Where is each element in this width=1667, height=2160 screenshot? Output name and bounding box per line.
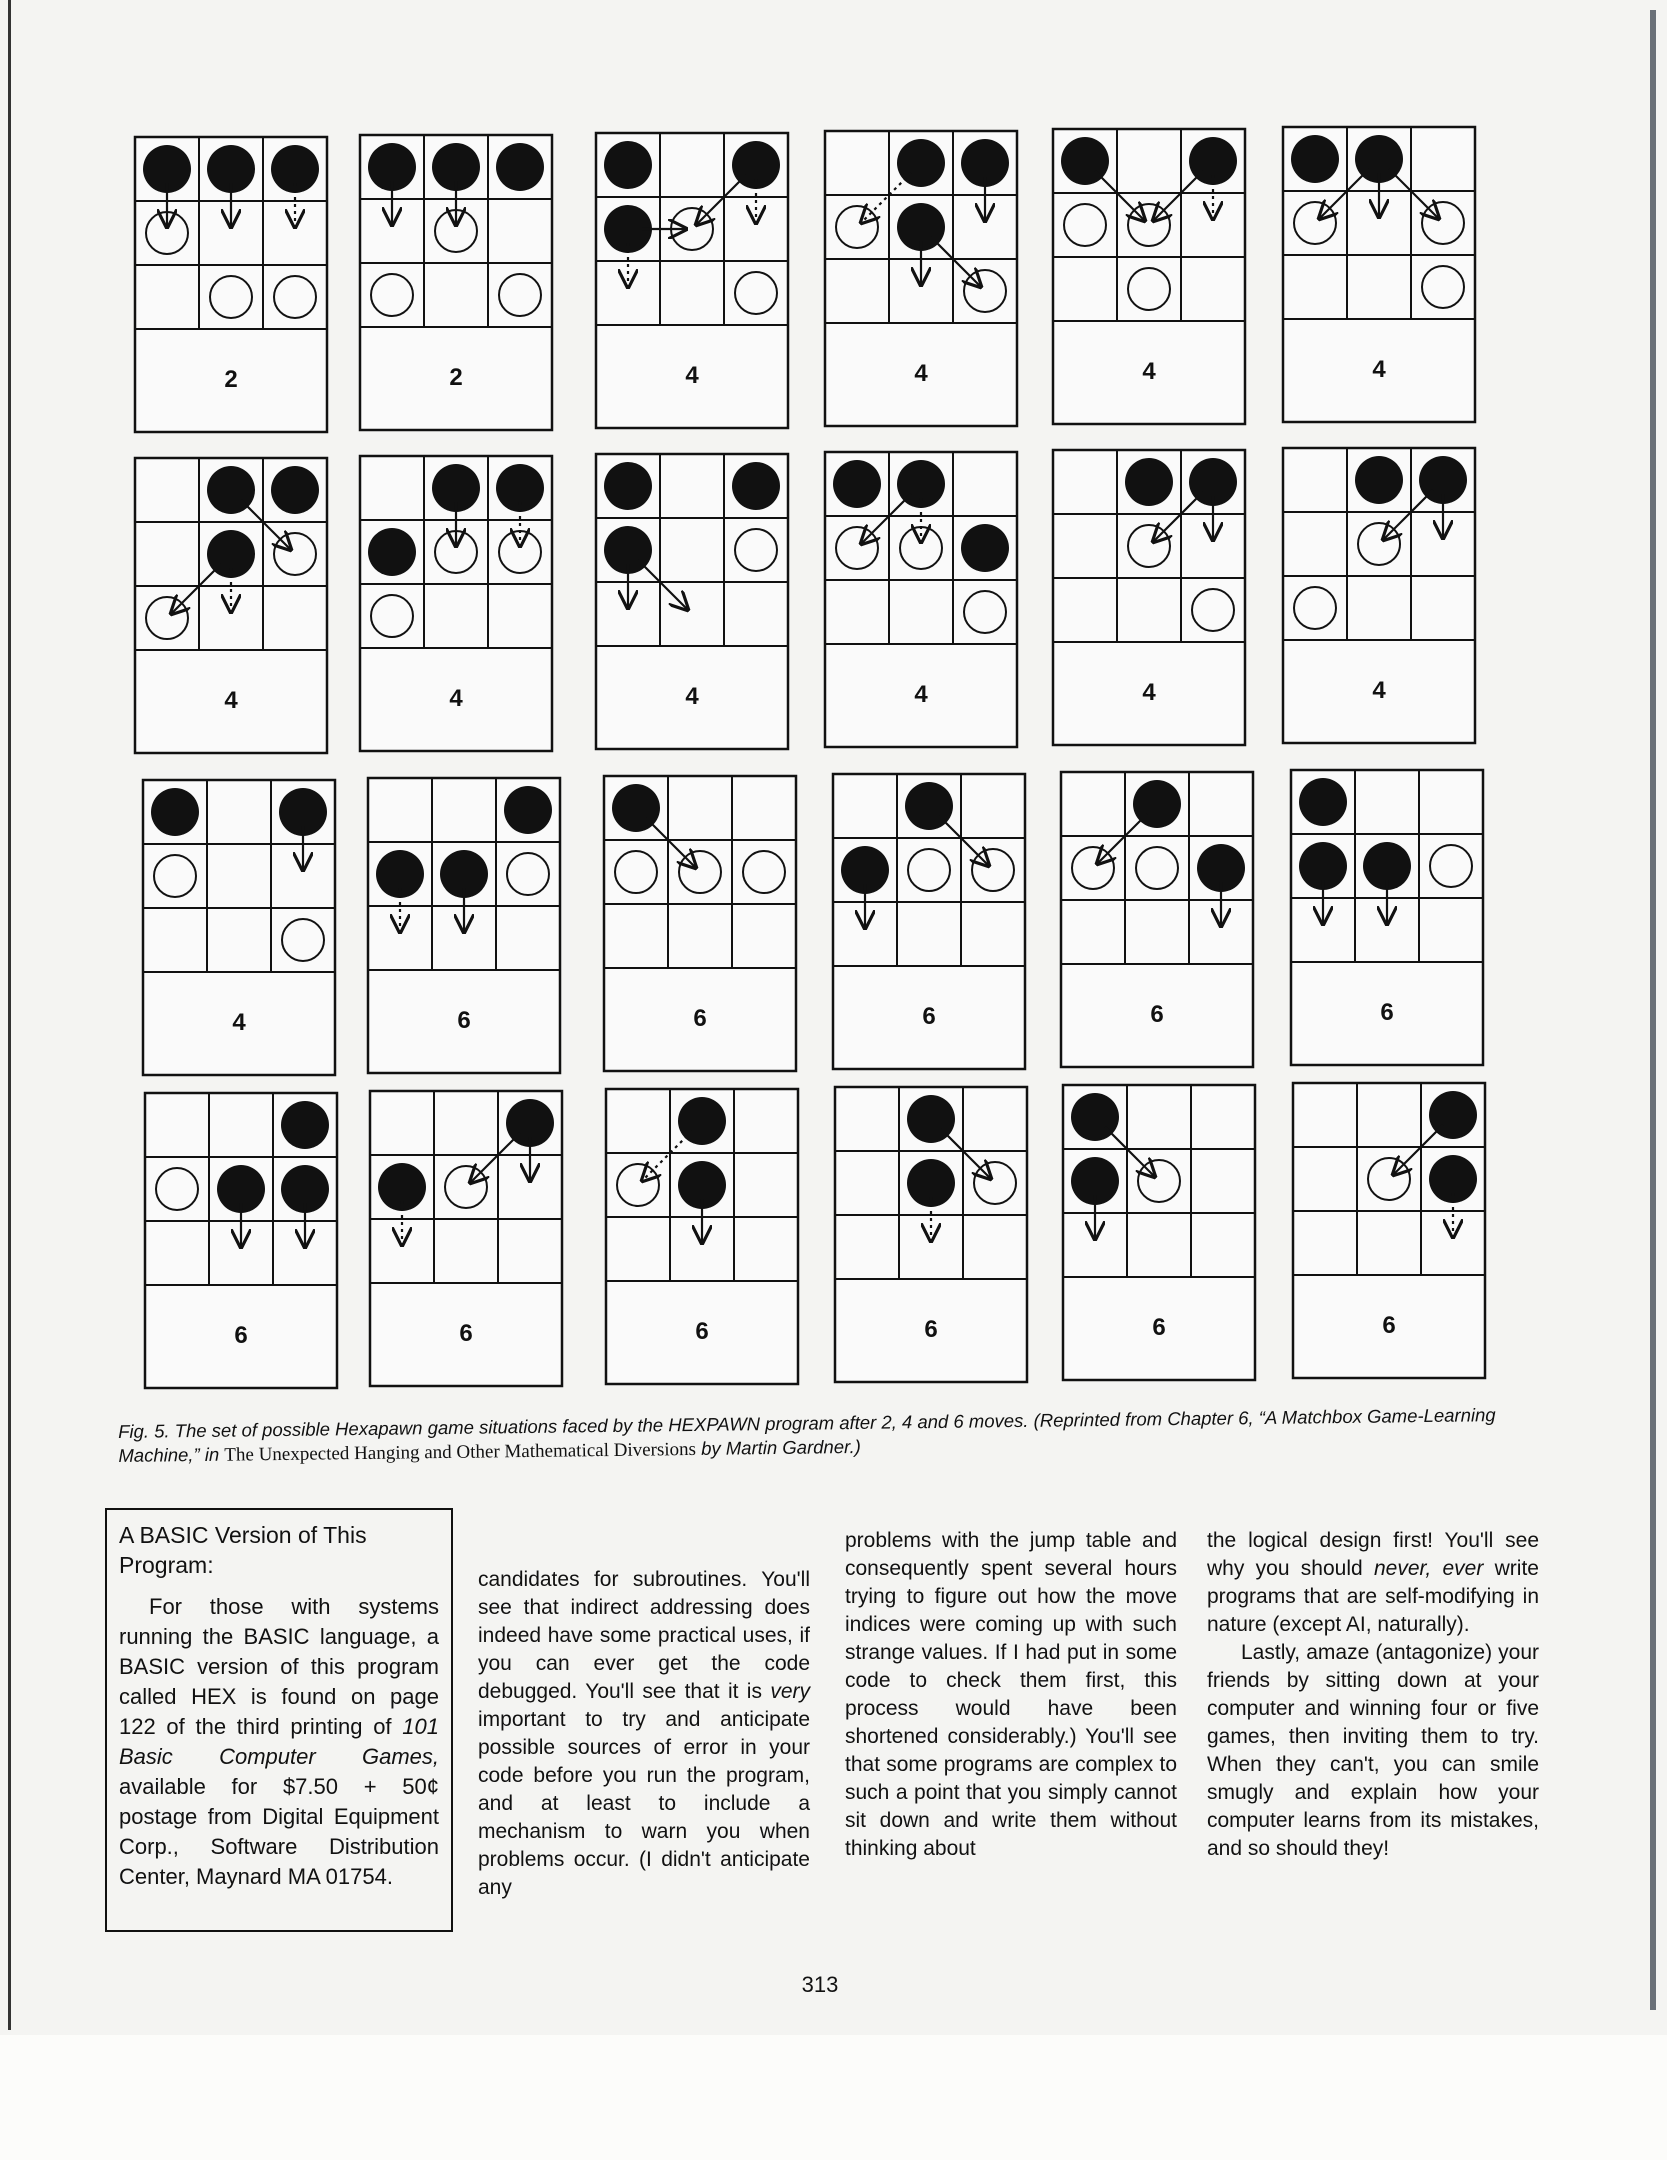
- text-column-2: [845, 1527, 1177, 1863]
- black-pawn: [271, 466, 319, 514]
- black-pawn: [281, 1101, 329, 1149]
- caption-author: by Martin Gardner.): [700, 1435, 861, 1459]
- board-5: [1053, 129, 1245, 424]
- board-move-count: 4: [1142, 679, 1156, 706]
- black-pawn: [604, 141, 652, 189]
- col1-text-a: candidates for subroutines. You'll see that indirect addressing does indeed have some practical uses, if you can ever get the code debugged. You'll see that it is: [478, 1568, 810, 1703]
- board-move-count: 4: [1142, 358, 1156, 385]
- board-move-count: 4: [914, 360, 928, 387]
- board-move-count: 4: [914, 681, 928, 708]
- board-move-count: 4: [449, 685, 463, 712]
- board-move-count: 6: [1150, 1001, 1164, 1028]
- board-move-count: 6: [695, 1318, 709, 1345]
- black-pawn: [1355, 456, 1403, 504]
- board-move-count: 4: [685, 362, 699, 389]
- board-18: [1291, 770, 1483, 1065]
- board-move-count: 6: [1152, 1314, 1166, 1341]
- black-pawn: [961, 524, 1009, 572]
- black-pawn: [496, 143, 544, 191]
- board-3: [596, 133, 788, 428]
- board-move-count: 4: [1372, 677, 1386, 704]
- col3-emphasis: never, ever: [1373, 1557, 1484, 1580]
- board-7: [135, 458, 327, 753]
- black-pawn: [1299, 778, 1347, 826]
- black-pawn: [368, 528, 416, 576]
- board-13: [143, 780, 335, 1075]
- board-move-count: 6: [1380, 999, 1394, 1026]
- board-19: [145, 1093, 337, 1388]
- page-number: 313: [801, 1972, 839, 1997]
- black-pawn: [504, 786, 552, 834]
- board-11: [1053, 450, 1245, 745]
- board-move-count: 4: [685, 683, 699, 710]
- sidebar-body: [119, 1592, 439, 1892]
- board-15: [604, 776, 796, 1071]
- board-move-count: 6: [924, 1316, 938, 1343]
- board-17: [1061, 772, 1253, 1067]
- board-6: [1283, 127, 1475, 422]
- col2-text: problems with the jump table and consequently spent several hours trying to figure out how the move indices were coming up with such strange values. If I had put in some code to check them first, this process would have been shortened considerably.) You'll see that some programs are complex to such a point that you simply cannot sit down and write them without thinking about: [845, 1529, 1177, 1860]
- board-21: [606, 1089, 798, 1384]
- sidebar-title: A BASIC Version of This Program:: [119, 1522, 367, 1578]
- board-10: [825, 452, 1017, 747]
- black-pawn: [732, 462, 780, 510]
- board-move-count: 4: [224, 687, 238, 714]
- board-move-count: 6: [693, 1005, 707, 1032]
- black-pawn: [1125, 458, 1173, 506]
- board-8: [360, 456, 552, 751]
- text-column-1: [478, 1566, 810, 1902]
- figure-caption: [118, 1403, 1498, 1469]
- board-1: [135, 137, 327, 432]
- black-pawn: [833, 460, 881, 508]
- board-9: [596, 454, 788, 749]
- scan-margin: [0, 2035, 1667, 2160]
- board-2: [360, 135, 552, 430]
- caption-text: Fig. 5. The set of possible Hexapawn game situations faced by the HEXPAWN program after 2, 4 and 6 moves. (Reprinted from Chapter 6, “A Matchbox Game-Learning Machine,” in: [118, 1404, 1496, 1466]
- black-pawn: [1291, 135, 1339, 183]
- board-16: [833, 774, 1025, 1069]
- col1-text-b: important to try and anticipate possible sources of error in your code before you run the program, and at least to include a mechanism to warn you when problems occur. (I didn't anticipate any: [478, 1708, 810, 1899]
- black-pawn: [151, 788, 199, 836]
- board-23: [1063, 1085, 1255, 1380]
- board-move-count: 6: [457, 1007, 471, 1034]
- sidebar-text-1: For those with systems running the BASIC language, a BASIC version of this program called HEX is found on page 122 of the third printing of: [119, 1594, 439, 1739]
- text-column-3: [1207, 1527, 1539, 1863]
- board-20: [370, 1091, 562, 1386]
- board-move-count: 6: [922, 1003, 936, 1030]
- board-24: [1293, 1083, 1485, 1378]
- sidebar-text-2: available for $7.50 + 50¢ postage from Digital Equipment Corp., Software Distribution Center, Maynard MA 01754.: [119, 1774, 439, 1889]
- board-move-count: 6: [234, 1322, 248, 1349]
- board-14: [368, 778, 560, 1073]
- col3-text-b: write programs that are self-modifying in nature (except AI, naturally).: [1207, 1557, 1539, 1636]
- board-move-count: 2: [224, 366, 238, 393]
- board-12: [1283, 448, 1475, 743]
- board-4: [825, 131, 1017, 426]
- sidebar-book-title: 101 Basic Computer Games,: [119, 1714, 439, 1769]
- board-move-count: 2: [449, 364, 463, 391]
- board-22: [835, 1087, 1027, 1382]
- caption-book-title: The Unexpected Hanging and Other Mathematical Diversions: [224, 1438, 697, 1466]
- col1-emphasis: very: [770, 1680, 811, 1703]
- black-pawn: [604, 462, 652, 510]
- basic-version-box: [105, 1508, 453, 1932]
- board-move-count: 4: [1372, 356, 1386, 383]
- board-move-count: 4: [232, 1009, 246, 1036]
- board-move-count: 6: [459, 1320, 473, 1347]
- board-move-count: 6: [1382, 1312, 1396, 1339]
- col3-text-c: Lastly, amaze (antagonize) your friends by sitting down at your computer and winning four or five games, then inviting them to try. When they can't, you can smile smugly and explain how your computer learns from its mistakes, and so should they!: [1207, 1641, 1539, 1860]
- col3-text-a: the logical design first! You'll see why you should: [1207, 1529, 1539, 1580]
